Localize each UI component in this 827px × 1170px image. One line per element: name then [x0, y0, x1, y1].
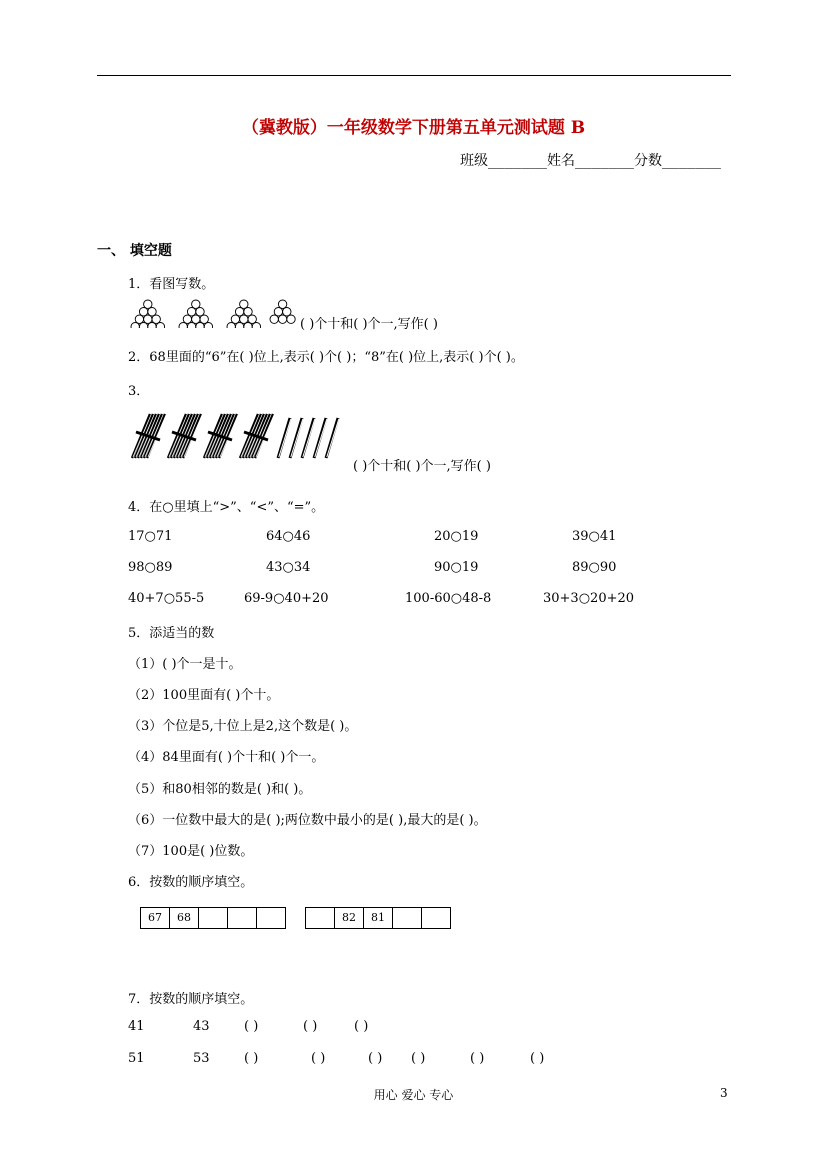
- seq-blank: ( ): [470, 1051, 485, 1066]
- dot: [139, 323, 147, 329]
- seq-blank: ( ): [311, 1051, 326, 1066]
- dot: [244, 308, 252, 316]
- sequence-cell: [199, 908, 228, 928]
- dot: [235, 323, 243, 329]
- dot: [139, 308, 147, 316]
- seq-value: 51: [128, 1051, 145, 1066]
- page-footer: 用心 爱心 专心: [373, 1088, 454, 1102]
- sequence-cell: 81: [364, 908, 393, 928]
- dot: [192, 300, 200, 308]
- q2-text: 2．68里面的“6”在( )位上,表示( )个( )；“8”在( )位上,表示( )个( )。: [128, 350, 524, 365]
- compare-item: 64○46: [266, 529, 311, 544]
- student-info-line: 班级_______姓名_______分数_______: [459, 153, 721, 169]
- dot: [287, 315, 295, 323]
- dot: [152, 315, 160, 323]
- q5-item: （2）100里面有( )个十。: [128, 688, 280, 703]
- dot: [156, 323, 164, 329]
- q1-answer: ( )个十和( )个一,写作( ): [300, 317, 438, 332]
- sequence-cell: 68: [170, 908, 199, 928]
- seq-blank: ( ): [411, 1051, 426, 1066]
- q5-item: （4）84里面有( )个十和( )个一。: [128, 750, 325, 765]
- sequence-cell: 82: [335, 908, 364, 928]
- dot: [192, 315, 200, 323]
- page-title: （冀教版）一年级数学下册第五单元测试题 B: [241, 118, 586, 138]
- single-stick: [302, 418, 314, 458]
- compare-item: 40+7○55-5: [128, 591, 205, 606]
- sequence-cell: 67: [141, 908, 170, 928]
- dot: [240, 315, 248, 323]
- compare-item: 20○19: [434, 529, 479, 544]
- q3-answer: ( )个十和( )个一,写作( ): [353, 459, 491, 474]
- sequence-cell: [228, 908, 257, 928]
- dot: [144, 300, 152, 308]
- dot: [187, 323, 195, 329]
- compare-item: 17○71: [128, 529, 173, 544]
- seq-blank: ( ): [368, 1051, 383, 1066]
- number-sequence-boxes-b: [305, 907, 451, 929]
- stick-bundle: [168, 414, 202, 458]
- q3-label: 3．: [128, 384, 150, 399]
- compare-item: 43○34: [266, 560, 311, 575]
- dot: [278, 300, 286, 308]
- header-rule: [97, 75, 731, 76]
- seq-blank: ( ): [530, 1051, 545, 1066]
- q7-label: 7．按数的顺序填空。: [128, 992, 254, 1007]
- stick-bundles-illustration: [128, 410, 348, 462]
- sequence-cell: [422, 908, 450, 928]
- number-sequence-boxes-a: [140, 907, 286, 929]
- dot: [131, 323, 139, 329]
- seq-blank: ( ): [303, 1019, 318, 1034]
- stick-bundle: [240, 414, 274, 458]
- seq-value: 43: [193, 1019, 210, 1034]
- dot: [240, 300, 248, 308]
- q5-item: （1）( )个一是十。: [128, 657, 242, 672]
- dot: [135, 315, 143, 323]
- section-heading: 一、 填空题: [97, 243, 172, 259]
- dot: [148, 323, 156, 329]
- seq-blank: ( ): [354, 1019, 369, 1034]
- dot: [187, 308, 195, 316]
- sequence-cell: [257, 908, 285, 928]
- q1-label: 1．看图写数。: [128, 277, 215, 292]
- dot: [148, 308, 156, 316]
- dot: [274, 308, 282, 316]
- compare-item: 89○90: [572, 560, 617, 575]
- single-stick: [278, 418, 290, 458]
- single-stick: [314, 418, 326, 458]
- dot: [278, 315, 286, 323]
- dot: [248, 315, 256, 323]
- single-stick: [290, 418, 302, 458]
- dot: [227, 323, 235, 329]
- dot: [179, 323, 187, 329]
- dot: [144, 315, 152, 323]
- stick-bundle: [204, 414, 238, 458]
- page-number: 3: [720, 1086, 728, 1100]
- q5-label: 5．添适当的数: [128, 626, 215, 641]
- dot: [270, 315, 278, 323]
- dot: [252, 323, 260, 329]
- dot: [231, 315, 239, 323]
- compare-item: 69-9○40+20: [244, 591, 329, 606]
- compare-item: 90○19: [434, 560, 479, 575]
- compare-item: 30+3○20+20: [543, 591, 635, 606]
- q5-item: （5）和80相邻的数是( )和( )。: [128, 782, 312, 797]
- seq-blank: ( ): [244, 1051, 259, 1066]
- q6-label: 6．按数的顺序填空。: [128, 875, 254, 890]
- seq-value: 53: [193, 1051, 210, 1066]
- dot: [204, 323, 212, 329]
- dot: [196, 308, 204, 316]
- dot: [235, 308, 243, 316]
- seq-value: 41: [128, 1019, 145, 1034]
- compare-item: 100-60○48-8: [405, 591, 492, 606]
- seq-blank: ( ): [244, 1019, 259, 1034]
- dot: [200, 315, 208, 323]
- dot: [183, 315, 191, 323]
- sequence-cell: [306, 908, 335, 928]
- dot: [196, 323, 204, 329]
- q5-item: （3）个位是5,十位上是2,这个数是( )。: [128, 719, 358, 734]
- compare-item: 98○89: [128, 560, 173, 575]
- dot: [283, 308, 291, 316]
- dot: [244, 323, 252, 329]
- compare-item: 39○41: [572, 529, 617, 544]
- counting-dots-illustration: [128, 296, 298, 328]
- stick-bundle: [132, 414, 166, 458]
- q5-item: （7）100是( )位数。: [128, 844, 254, 859]
- q4-label: 4．在○里填上“>”、“<”、“=”。: [128, 500, 325, 515]
- sequence-cell: [393, 908, 422, 928]
- q5-item: （6）一位数中最大的是( );两位数中最小的是( ),最大的是( )。: [128, 813, 487, 828]
- single-stick: [326, 418, 338, 458]
